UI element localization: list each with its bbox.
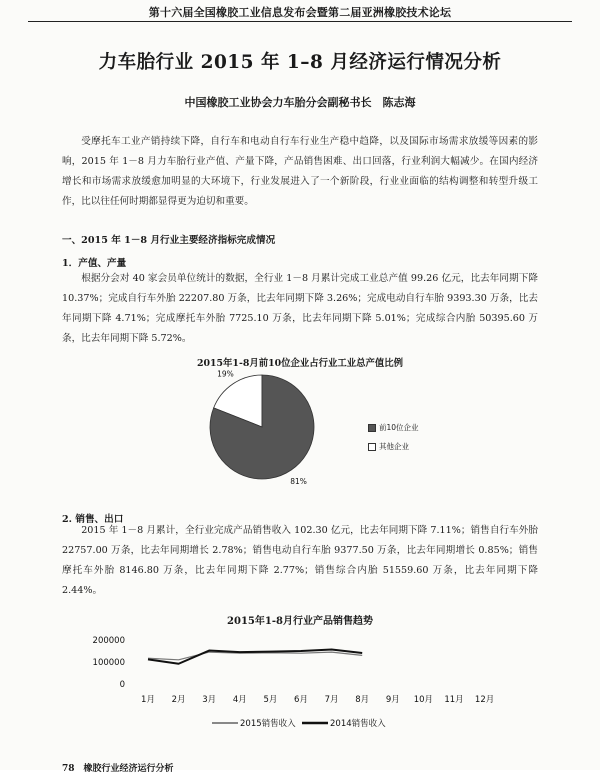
pie-legend-item [368,441,419,452]
legend-label: 2015销售收入 [240,719,296,729]
subsection-heading-output: 1．产值、产量 [62,258,127,269]
sales-paragraph: 2015 年 1－8 月累计，全行业完成产品销售收入 102.30 亿元，比去年同期下降 7.11%；销售自行车外胎 22757.00 万条，比去年同期增长 2.78%；销售电动自行车胎 9377.50 万条，比去年同期增长 0.85%；销售摩托车外胎 8146.80 万条，比去年同期下降 2.77%；销售综合内胎 51559.60 万条，比去年同期下降 2.44%。 [62,525,538,596]
x-tick-label: 1月 [141,695,155,705]
pie-chart [0,370,600,500]
pie-legend [368,422,419,452]
x-tick-label: 9月 [385,695,400,705]
x-tick-label: 6月 [294,695,308,705]
line-chart [0,628,600,738]
x-tick-label: 11月 [444,695,464,705]
x-tick-label: 3月 [202,695,217,705]
section-heading-1: 一、2015 年 1－8 月行业主要经济指标完成情况 [62,235,276,246]
pie-legend-item [368,422,419,433]
running-header: 第十六届全国橡胶工业信息发布会暨第二届亚洲橡胶技术论坛 [148,6,452,19]
pie-value-label: 81% [290,476,307,486]
article-author: 中国橡胶工业协会力车胎分会副秘书长 陈志海 [184,96,416,109]
x-tick-label: 4月 [232,695,247,705]
y-tick-label: 200000 [92,636,125,646]
legend-swatch [368,424,376,432]
pie-legend-label: 其他企业 [379,442,409,451]
x-tick-label: 8月 [355,695,370,705]
intro-paragraph: 受摩托车工业产销持续下降，自行车和电动自行车行业生产稳中趋降，以及国际市场需求放缓等因素的影响，2015 年 1－8 月力车胎行业产值、产量下降，产品销售困难、出口回落，行业利润大幅减少。在国内经济增长和市场需求放缓愈加明显的大环境下，行业发展进入了一个新阶段，行业业面临的结构调整和转型升级工作，比以往任何时期都显得更为迫切和重要。 [62,136,538,207]
output-paragraph: 根据分会对 40 家会员单位统计的数据，全行业 1－8 月累计完成工业总产值 99.26 亿元，比去年同期下降 10.37%；完成自行车外胎 22207.80 万条，比去年同期下降 3.26%；完成电动自行车胎 9393.30 万条，比去年同期下降 4.71%；完成摩托车外胎 7725.10 万条，比去年同期下降 5.01%；完成综合内胎 50395.60 万条，比去年同期下降 5.72%。 [62,273,538,344]
subsection-heading-sales: 2. 销售、出口 [62,514,124,525]
x-tick-label: 12月 [474,695,495,705]
series-line-0 [148,652,362,660]
x-tick-label: 10月 [413,695,434,705]
x-tick-label: 2月 [171,695,186,705]
pie-chart-title: 2015年1-8月前10位企业占行业工业总产值比例 [196,358,404,369]
legend-label: 2014销售收入 [330,719,386,729]
pie-legend-label: 前10位企业 [379,423,419,432]
y-tick-label: 100000 [92,658,125,668]
pie-value-label: 19% [217,370,234,379]
article-title: 力车胎行业 2015 年 1–8 月经济运行情况分析 [98,52,502,73]
y-tick-label: 0 [119,680,125,690]
x-tick-label: 7月 [324,695,339,705]
line-chart-title: 2015年1-8月行业产品销售趋势 [227,616,373,627]
header-rule [28,21,572,22]
x-tick-label: 5月 [263,695,278,705]
legend-swatch [368,443,376,451]
page-footer: 78 橡胶行业经济运行分析 [62,764,174,774]
